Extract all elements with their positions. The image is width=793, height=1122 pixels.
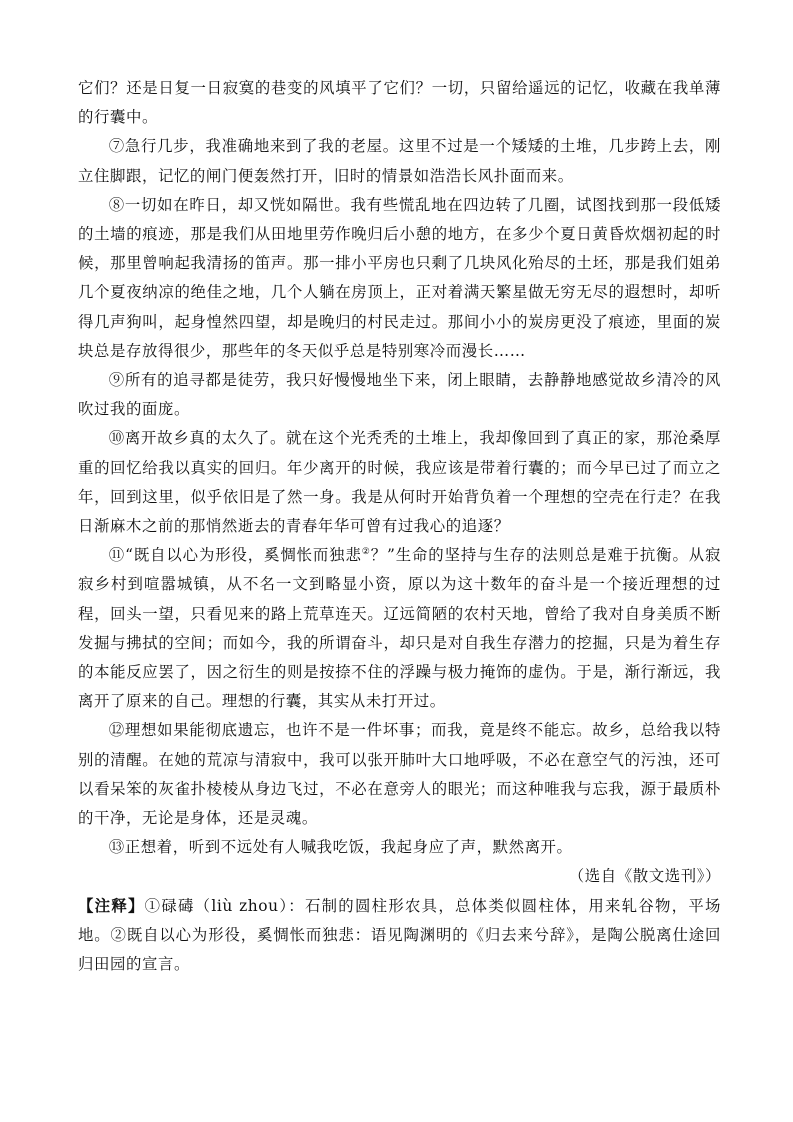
paragraph-10 [78, 424, 721, 541]
paragraph-number: ⑩ [108, 429, 125, 448]
paragraph-9 [78, 366, 721, 424]
source-citation: （选自《散文选刊》） [568, 867, 721, 886]
paragraph-text: 离开故乡真的太久了。就在这个光秃秃的土堆上，我却像回到了真正的家，那沧桑厚重的回忆给我以真实的回归。年少离开的时候，我应该是带着行囊的；而今早已过了而立之年，回到这里，似乎依旧是了然一身。我是从何时开始背负着一个理想的空壳在行走？在我日渐麻木之前的那悄然逝去的青春年华可曾有过我心的追逐？ [78, 429, 721, 536]
paragraph-text: 一切如在昨日，却又恍如隔世。我有些慌乱地在四边转了几圈，试图找到那一段低矮的土墙的痕迹，那是我们从田地里劳作晚归后小憩的地方，在多少个夏日黄昏炊烟初起的时候，那里曾响起我清扬的笛声。那一排小平房也只剩了几块风化殆尽的土坯，那是我们姐弟几个夏夜纳凉的绝佳之地，几个人躺在房顶上，正对着满天繁星做无穷无尽的遐想时，却听得几声狗叫，起身惶然四望，却是晚归的村民走过。那间小小的炭房更没了痕迹，里面的炭块总是存放得很少，那些年的冬天似乎总是特别寒冷而漫长…… [78, 195, 721, 360]
footnotes-label: 【注释】 [78, 896, 145, 915]
paragraph-text-lead: “既自以心为形役，奚惆怅而独悲 [125, 546, 362, 565]
paragraph-7 [78, 132, 721, 190]
paragraph-number: ⑬ [108, 838, 125, 857]
paragraph-text: ？”生命的坚持与生存的法则总是难于抗衡。从寂寂乡村到喧嚣城镇，从不名一文到略显小资，原以为这十数年的奋斗是一个接近理想的过程，回头一望，只看见来的路上荒草连天。辽远简陋的农村天地，曾给了我对自身美质不断发掘与拂拭的空间；而如今，我的所谓奋斗，却只是对自我生存潜力的挖掘，只是为着生存的本能反应罢了，因之衍生的则是按捺不住的浮躁与极力掩饰的虚伪。于是，渐行渐远，我离开了原来的自己。理想的行囊，其实从未打开过。 [78, 546, 722, 711]
paragraph-12 [78, 716, 721, 833]
paragraph-number: ⑨ [108, 371, 125, 390]
paragraph-text: 急行几步，我准确地来到了我的老屋。这里不过是一个矮矮的土堆，几步跨上去，刚立住脚跟，记忆的闸门便轰然打开，旧时的情景如浩浩长风扑面而来。 [78, 137, 721, 185]
footnote-marker: ② [361, 547, 371, 558]
footnotes-text: ①碌碡（liù zhou）：石制的圆柱形农具，总体类似圆柱体，用来轧谷物，平场地。②既自以心为形役，奚惆怅而独悲：语见陶渊明的《归去来兮辞》，是陶公脱离仕途回归田园的宣言。 [78, 896, 721, 974]
paragraph-text: 正想着，听到不远处有人喊我吃饭，我起身应了声，默然离开。 [124, 838, 573, 857]
paragraph-number: ⑧ [108, 195, 125, 214]
paragraph-number: ⑦ [108, 137, 125, 156]
paragraph-continuation [78, 74, 721, 132]
paragraph-number: ⑪ [108, 546, 126, 565]
paragraph-text: 理想如果能彻底遗忘，也许不是一件坏事；而我，竟是终不能忘。故乡，总给我以特别的清醒。在她的荒凉与清寂中，我可以张开肺叶大口地呼吸，不必在意空气的污浊，还可以看呆笨的灰雀扑棱棱从身边飞过，不必在意旁人的眼光；而这种唯我与忘我，源于最质朴的干净，无论是身体，还是灵魂。 [78, 721, 721, 828]
paragraph-13 [78, 833, 721, 862]
paragraph-8 [78, 191, 721, 366]
footnotes [78, 892, 721, 980]
paragraph-text: 所有的追寻都是徒劳，我只好慢慢地坐下来，闭上眼睛，去静静地感觉故乡清冷的风吹过我的面庞。 [78, 371, 721, 419]
paragraph-number: ⑫ [108, 721, 125, 740]
paragraph-text: 它们？还是日复一日寂寞的巷变的风填平了它们？一切，只留给遥远的记忆，收藏在我单薄的行囊中。 [78, 79, 721, 127]
essay-body [78, 74, 721, 979]
paragraph-11 [78, 541, 721, 716]
